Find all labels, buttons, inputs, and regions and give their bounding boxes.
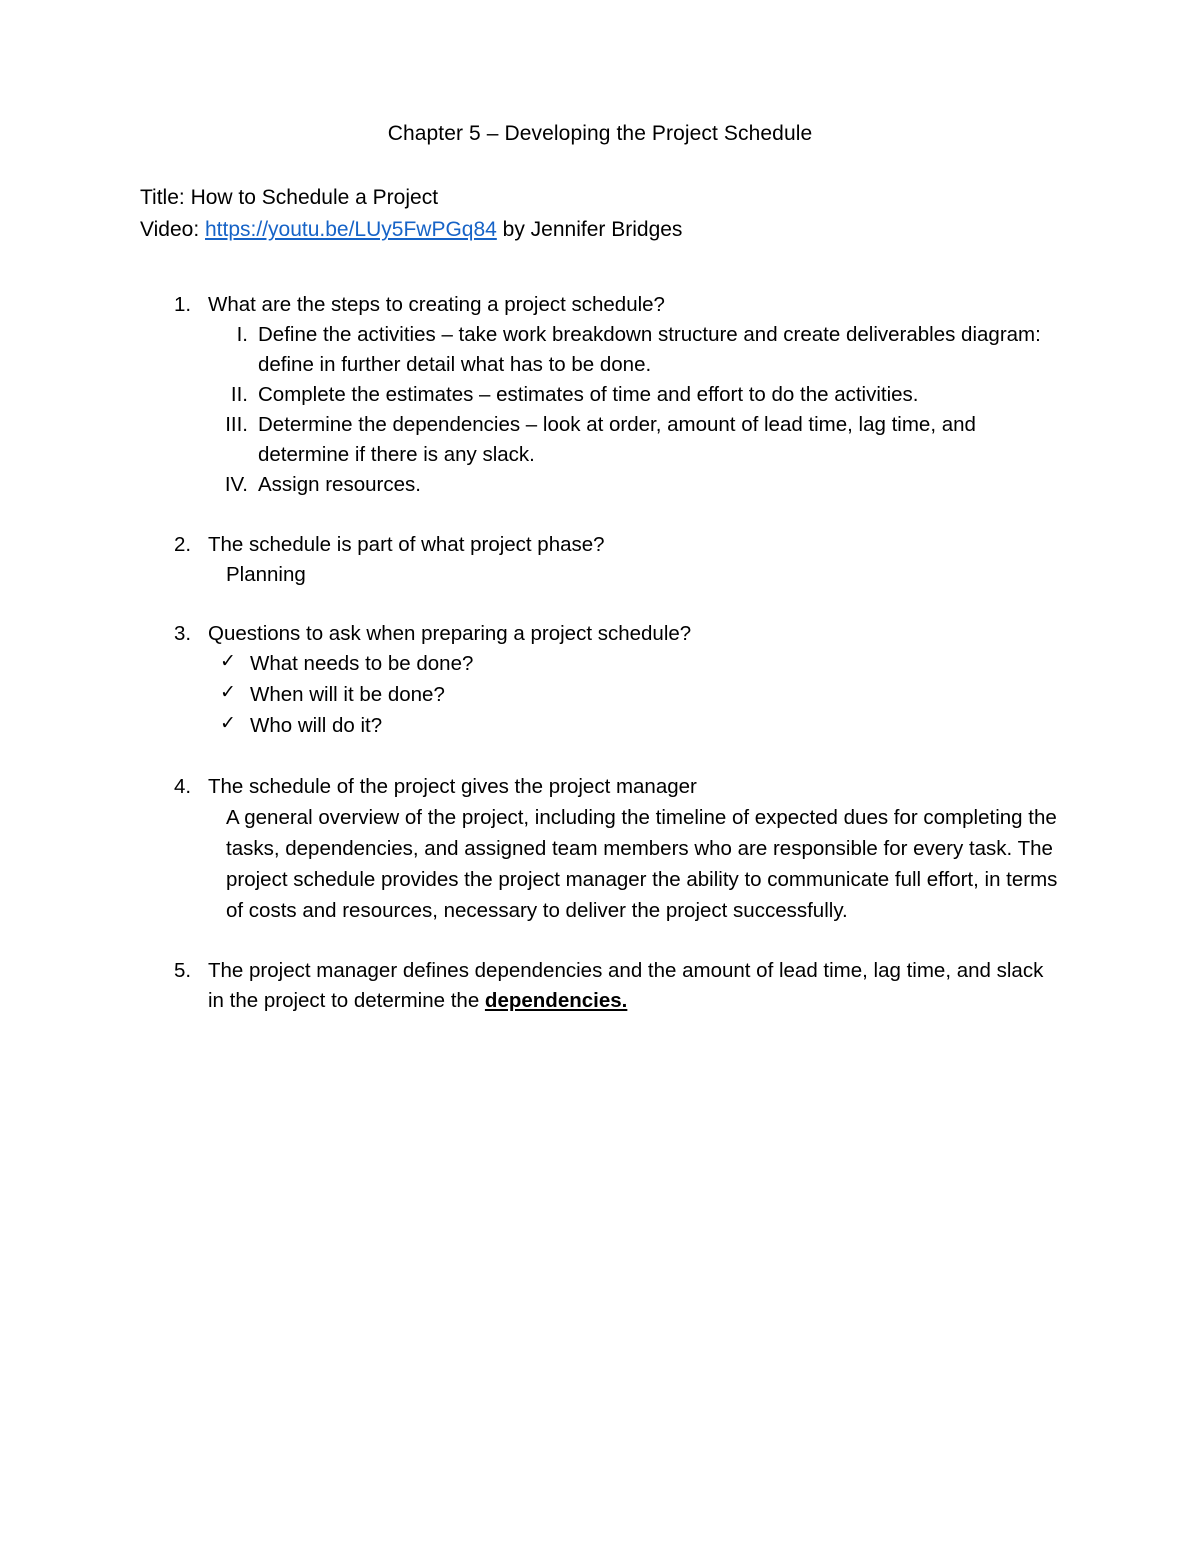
sub-list-text: Assign resources. [258,472,421,496]
sub-list-marker: III. [225,412,248,436]
check-icon: ✓ [220,712,236,734]
list-item-number: 1. [174,293,192,317]
list-item-number: 5. [174,959,192,983]
sub-list-item [208,410,1060,470]
sub-list-item [208,320,1060,380]
sub-list [208,320,1060,500]
list-item-text: What are the steps to creating a project schedule? [208,293,665,317]
list-item [140,619,1060,741]
list-item [140,290,1060,499]
list-item-number: 4. [174,774,192,798]
checklist-item [208,711,1060,742]
sub-list-text: Determine the dependencies – look at order, amount of lead time, lag time, and determine if there is any slack. [258,412,976,466]
sub-list-marker: IV. [224,472,248,496]
document-meta [140,182,1060,246]
sub-list-text: Define the activities – take work breakdown structure and create deliverables diagram: define in further detail what has to be done. [258,323,1041,376]
list-item [140,530,1060,590]
title-value: How to Schedule a Project [184,186,439,210]
sub-list-marker: I. [236,323,248,347]
list-item-text: The schedule of the project gives the project manager [208,774,697,798]
checklist-item [208,680,1060,711]
check-icon: ✓ [220,651,236,673]
list-item [140,956,1060,1016]
checklist-item-text: What needs to be done? [250,652,474,676]
video-label: Video: [140,218,205,242]
checklist-item-text: When will it be done? [250,683,445,707]
video-link[interactable]: https://youtu.be/LUy5FwPGq84 [205,218,497,242]
fill-in-answer: dependencies. [484,989,628,1013]
title-line [140,182,1060,214]
list-item-number: 3. [174,622,192,646]
checklist [208,649,1060,741]
list-item [140,772,1060,927]
title-label: Title: [140,186,185,210]
list-item-paragraph: A general overview of the project, including the timeline of expected dues for completing the tasks, dependencies, and assigned team members who are responsible for every task. The project schedule provides the project manager the ability to communicate full effort, in terms of costs and resources, necessary to deliver the project successfully. [226,805,1058,923]
list-item-text-before: The project manager defines dependencies and the amount of lead time, lag time, and slack in the project to determine the [208,959,1044,1013]
list-item-text: Questions to ask when preparing a project schedule? [208,622,692,646]
checklist-item [208,649,1060,680]
list-item-text [208,956,1060,1016]
page-title: Chapter 5 – Developing the Project Schedule [387,122,813,145]
sub-list-marker: II. [230,382,248,406]
video-line [140,214,1060,246]
checklist-item-text: Who will do it? [250,713,383,737]
video-author: by Jennifer Bridges [496,218,683,242]
check-icon: ✓ [220,682,236,704]
sub-list-text: Complete the estimates – estimates of time and effort to do the activities. [258,382,919,406]
list-item-text: The schedule is part of what project phase? [208,532,605,556]
sub-list-item [208,470,1060,500]
list-item-answer: Planning [226,562,306,586]
numbered-list [140,290,1060,1016]
sub-list-item [208,380,1060,410]
list-item-number: 2. [174,532,192,556]
